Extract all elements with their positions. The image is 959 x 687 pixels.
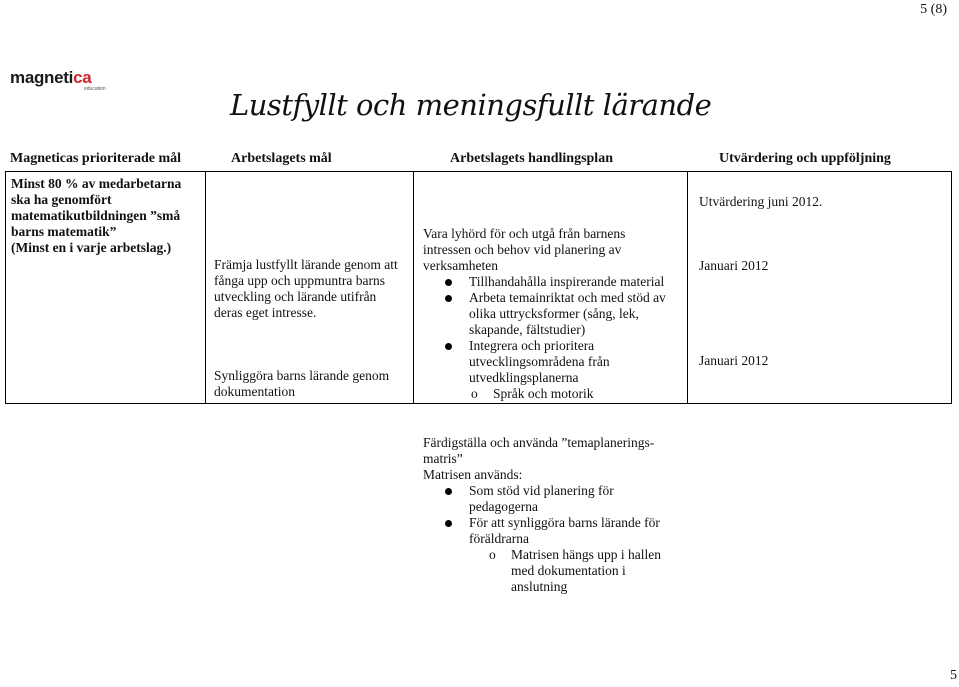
logo-text-main: magneti bbox=[10, 68, 74, 87]
magnetica-logo bbox=[10, 68, 106, 92]
header-priority-goals: Magneticas prioriterade mål bbox=[10, 151, 182, 166]
plan-subitem: o Språk och motorik bbox=[471, 386, 594, 401]
priority-goals-text: Minst 80 % av medarbetarna ska ha genomfört matematikutbildningen ”små barns matematik” (Minst en i varje arbetslag.) bbox=[11, 176, 182, 255]
page-number: 5 (8) bbox=[920, 2, 947, 17]
header-action-plan: Arbetslagets handlingsplan bbox=[450, 151, 613, 166]
logo-subtext: education bbox=[84, 86, 106, 92]
plan-item: För att synliggöra barns lärande för föräldrarna bbox=[423, 515, 693, 547]
team-goal-1: Främja lustfyllt lärande genom att fånga upp och uppmuntra barns utveckling och lärande utifrån deras eget intresse. bbox=[214, 257, 398, 320]
evaluation-3: Januari 2012 bbox=[699, 353, 769, 368]
plan-item: Tillhandahålla inspirerande material bbox=[423, 274, 685, 290]
plan-item: Som stöd vid planering för pedagogerna bbox=[423, 483, 693, 515]
plan-item: Integrera och prioritera utvecklingsområdena från utvedklingsplanerna bbox=[423, 338, 685, 386]
action-plan-2: Färdigställa och använda ”temaplanerings- matris” Matrisen används: Som stöd vid planering för pedagogerna För att synliggöra barns lärande för föräldrarna o Matrisen hängs upp i hallen med dokumentation i anslutning bbox=[423, 435, 693, 595]
evaluation-1: Utvärdering juni 2012. bbox=[699, 194, 823, 209]
evaluation-2: Januari 2012 bbox=[699, 258, 769, 273]
team-goal-2: Synliggöra barns lärande genom dokumentation bbox=[214, 368, 390, 399]
footer-page-number: 5 bbox=[950, 668, 957, 683]
header-team-goals: Arbetslagets mål bbox=[231, 151, 332, 166]
plan-item: Arbeta temainriktat och med stöd av olika uttrycksformer (sång, lek, skapande, fältstudier) bbox=[423, 290, 685, 338]
header-evaluation: Utvärdering och uppföljning bbox=[719, 151, 891, 166]
action-plan-1: Vara lyhörd för och utgå från barnens intressen och behov vid planering av verksamheten Tillhandahålla inspirerande material Arbeta temainriktat och med stöd av olika uttrycksformer (sång, lek, skapande, fältstudier) Integrera och prioritera utvecklingsområdena från utvedklingsplanerna o Språk och motorik bbox=[423, 226, 685, 402]
page-title: Lustfyllt och meningsfullt lärande bbox=[230, 88, 712, 122]
plan-subitem: o Matrisen hängs upp i hallen med dokumentation i anslutning bbox=[489, 547, 661, 594]
logo-text-accent: ca bbox=[73, 68, 92, 87]
